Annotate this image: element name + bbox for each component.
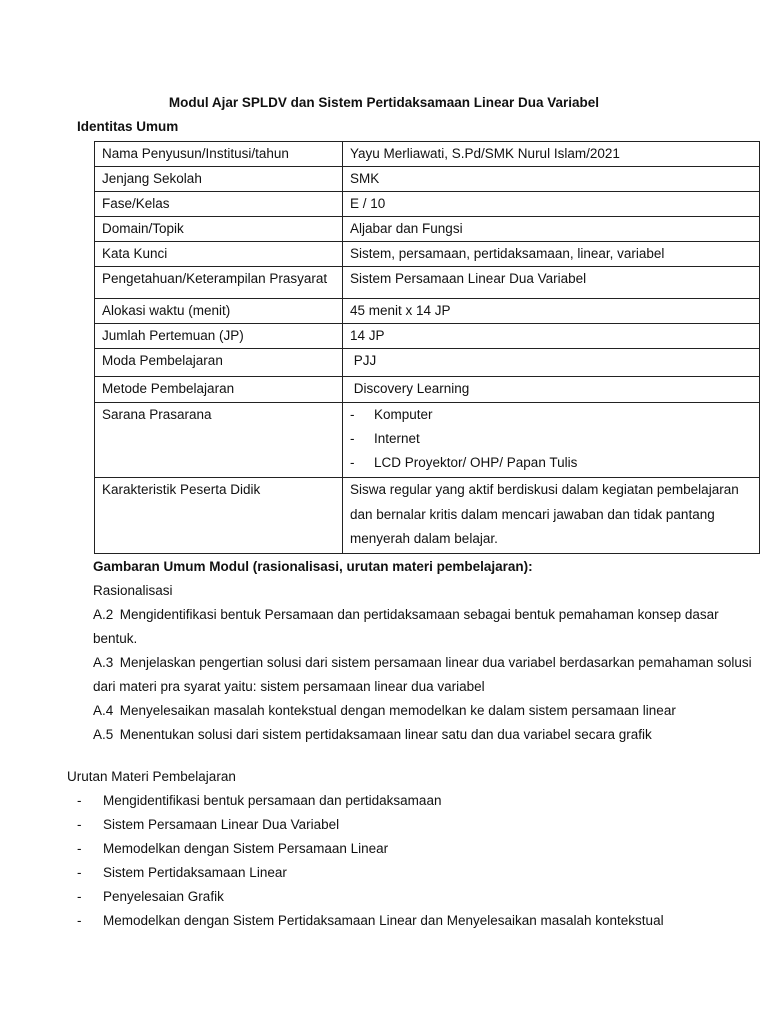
row-label: Pengetahuan/Keterampilan Prasyarat — [95, 267, 343, 299]
list-item-text: Internet — [374, 431, 420, 446]
urutan-section — [67, 765, 747, 933]
list-item — [350, 451, 752, 475]
row-label: Nama Penyusun/Institusi/tahun — [95, 142, 343, 167]
list-item-text: Komputer — [374, 407, 433, 422]
rasionalisasi-point — [93, 699, 753, 723]
table-row — [95, 377, 760, 403]
row-value: 45 menit x 14 JP — [343, 299, 760, 324]
rasionalisasi-point — [93, 651, 753, 675]
row-value — [343, 403, 760, 478]
row-label: Metode Pembelajaran — [95, 377, 343, 403]
list-item — [350, 427, 752, 451]
row-value: Yayu Merliawati, S.Pd/SMK Nurul Islam/2021 — [343, 142, 760, 167]
identitas-table — [94, 141, 760, 554]
row-label: Jenjang Sekolah — [95, 167, 343, 192]
table-row — [95, 299, 760, 324]
rasionalisasi-point — [93, 723, 753, 747]
document-title: Modul Ajar SPLDV dan Sistem Pertidaksamaan Linear Dua Variabel — [168, 95, 600, 110]
row-value: Sistem, persamaan, pertidaksamaan, linear, variabel — [343, 242, 760, 267]
gambaran-section — [93, 555, 753, 747]
list-dash: - — [77, 793, 82, 808]
row-label: Jumlah Pertemuan (JP) — [95, 324, 343, 349]
list-dash: - — [350, 455, 355, 470]
row-value: Sistem Persamaan Linear Dua Variabel — [343, 267, 760, 299]
list-item-text: Mengidentifikasi bentuk persamaan dan pertidaksamaan — [103, 793, 442, 808]
list-dash: - — [350, 407, 355, 422]
identitas-heading: Identitas Umum — [77, 119, 179, 134]
rasionalisasi-heading: Rasionalisasi — [93, 583, 173, 598]
point-code: A.5 — [93, 727, 114, 742]
list-dash: - — [350, 431, 355, 446]
list-item — [67, 789, 747, 813]
list-item — [67, 813, 747, 837]
table-row — [95, 167, 760, 192]
point-code: A.3 — [93, 655, 114, 670]
rasionalisasi-point — [93, 603, 753, 627]
list-dash: - — [77, 865, 82, 880]
list-dash: - — [77, 889, 82, 904]
list-item-text: Sistem Pertidaksamaan Linear — [103, 865, 287, 880]
table-row — [95, 217, 760, 242]
row-label: Alokasi waktu (menit) — [95, 299, 343, 324]
row-value: E / 10 — [343, 192, 760, 217]
row-value: SMK — [343, 167, 760, 192]
point-text: Menentukan solusi dari sistem pertidaksamaan linear satu dan dua variabel secara grafik — [119, 727, 652, 742]
table-row — [95, 478, 760, 554]
row-value: PJJ — [343, 349, 760, 377]
row-label: Kata Kunci — [95, 242, 343, 267]
row-label: Karakteristik Peserta Didik — [95, 478, 343, 554]
row-value: Siswa regular yang aktif berdiskusi dalam kegiatan pembelajaran dan bernalar kritis dalam mencari jawaban dan tidak pantang menyerah dalam belajar. — [343, 478, 760, 554]
point-continuation: bentuk. — [93, 631, 138, 646]
urutan-heading: Urutan Materi Pembelajaran — [67, 769, 236, 784]
table-row — [95, 142, 760, 167]
list-item-text: Penyelesaian Grafik — [103, 889, 224, 904]
table-row — [95, 242, 760, 267]
point-code: A.2 — [93, 607, 114, 622]
list-dash: - — [77, 841, 82, 856]
list-item — [67, 837, 747, 861]
list-dash: - — [77, 913, 82, 928]
list-item-text: Memodelkan dengan Sistem Pertidaksamaan Linear dan Menyelesaikan masalah kontekstual — [103, 913, 664, 928]
gambaran-heading: Gambaran Umum Modul (rasionalisasi, urutan materi pembelajaran): — [93, 559, 533, 574]
list-dash: - — [77, 817, 82, 832]
table-row — [95, 267, 760, 299]
list-item-text: Memodelkan dengan Sistem Persamaan Linear — [103, 841, 389, 856]
row-label: Sarana Prasarana — [95, 403, 343, 478]
row-value: Discovery Learning — [343, 377, 760, 403]
row-label: Fase/Kelas — [95, 192, 343, 217]
list-item — [67, 885, 747, 909]
row-value: 14 JP — [343, 324, 760, 349]
point-continuation: dari materi pra syarat yaitu: sistem persamaan linear dua variabel — [93, 679, 485, 694]
row-value: Aljabar dan Fungsi — [343, 217, 760, 242]
list-item-text: LCD Proyektor/ OHP/ Papan Tulis — [374, 455, 578, 470]
list-item — [67, 861, 747, 885]
table-row — [95, 349, 760, 377]
row-label: Moda Pembelajaran — [95, 349, 343, 377]
row-label: Domain/Topik — [95, 217, 343, 242]
table-row — [95, 324, 760, 349]
list-item — [350, 403, 752, 427]
table-row — [95, 403, 760, 478]
list-item-text: Sistem Persamaan Linear Dua Variabel — [103, 817, 340, 832]
point-code: A.4 — [93, 703, 114, 718]
point-text: Menyelesaikan masalah kontekstual dengan memodelkan ke dalam sistem persamaan linear — [119, 703, 676, 718]
point-text: Menjelaskan pengertian solusi dari sistem persamaan linear dua variabel berdasarkan pemahaman solusi — [119, 655, 752, 670]
table-row — [95, 192, 760, 217]
point-text: Mengidentifikasi bentuk Persamaan dan pertidaksamaan sebagai bentuk pemahaman konsep dasar — [119, 607, 719, 622]
list-item — [67, 909, 747, 933]
